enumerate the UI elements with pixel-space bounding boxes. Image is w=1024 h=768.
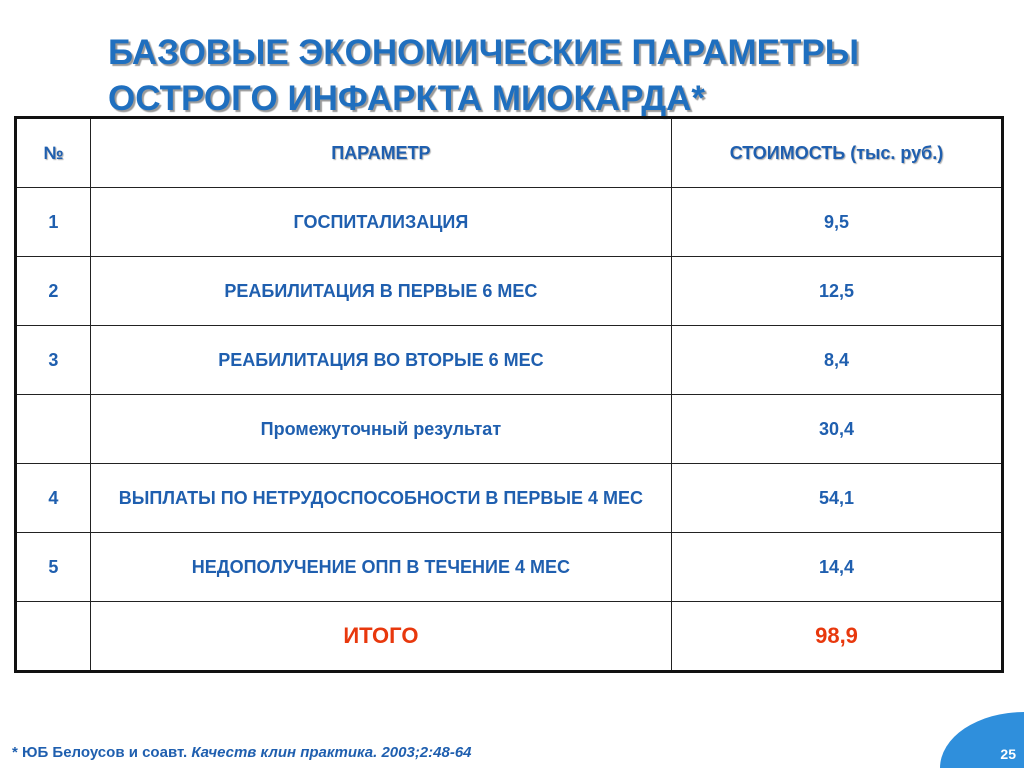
row-cost: 30,4 [672,395,1003,464]
slide-title-line-1: БАЗОВЫЕ ЭКОНОМИЧЕСКИЕ ПАРАМЕТРЫ [108,33,859,72]
row-cost: 54,1 [672,464,1003,533]
row-parameter: ГОСПИТАЛИЗАЦИЯ [90,188,671,257]
row-cost: 12,5 [672,257,1003,326]
page-number: 25 [1000,746,1016,762]
header-cost: СТОИМОСТЬ (тыс. руб.) [672,118,1003,188]
row-parameter: РЕАБИЛИТАЦИЯ В ПЕРВЫЕ 6 МЕС [90,257,671,326]
header-number: № [16,118,91,188]
row-number: 2 [16,257,91,326]
table-row [16,326,1003,395]
slide-title [108,30,968,122]
footnote-source: Качеств клин практика. 2003;2:48-64 [191,744,472,761]
row-number: 3 [16,326,91,395]
row-parameter: РЕАБИЛИТАЦИЯ ВО ВТОРЫЕ 6 МЕС [90,326,671,395]
slide-title-line-2: ОСТРОГО ИНФАРКТА МИОКАРДА* [108,79,706,118]
row-number [16,395,91,464]
table-row-subtotal [16,395,1003,464]
table-row [16,464,1003,533]
table-row [16,188,1003,257]
parameters-table [14,116,1004,673]
footnote [12,744,472,761]
row-number: 4 [16,464,91,533]
row-cost: 9,5 [672,188,1003,257]
row-number: 1 [16,188,91,257]
header-parameter: ПАРАМЕТР [90,118,671,188]
footnote-authors: * ЮБ Белоусов и соавт. [12,744,188,761]
row-cost: 8,4 [672,326,1003,395]
row-number: 5 [16,533,91,602]
total-label: ИТОГО [90,602,671,672]
table-row [16,257,1003,326]
row-parameter: НЕДОПОЛУЧЕНИЕ ОПП В ТЕЧЕНИЕ 4 МЕС [90,533,671,602]
row-cost: 14,4 [672,533,1003,602]
row-parameter: Промежуточный результат [90,395,671,464]
row-parameter: ВЫПЛАТЫ ПО НЕТРУДОСПОСОБНОСТИ В ПЕРВЫЕ 4 МЕС [90,464,671,533]
total-cost: 98,9 [672,602,1003,672]
table-header-row [16,118,1003,188]
table-row [16,533,1003,602]
table-row-total [16,602,1003,672]
row-number [16,602,91,672]
